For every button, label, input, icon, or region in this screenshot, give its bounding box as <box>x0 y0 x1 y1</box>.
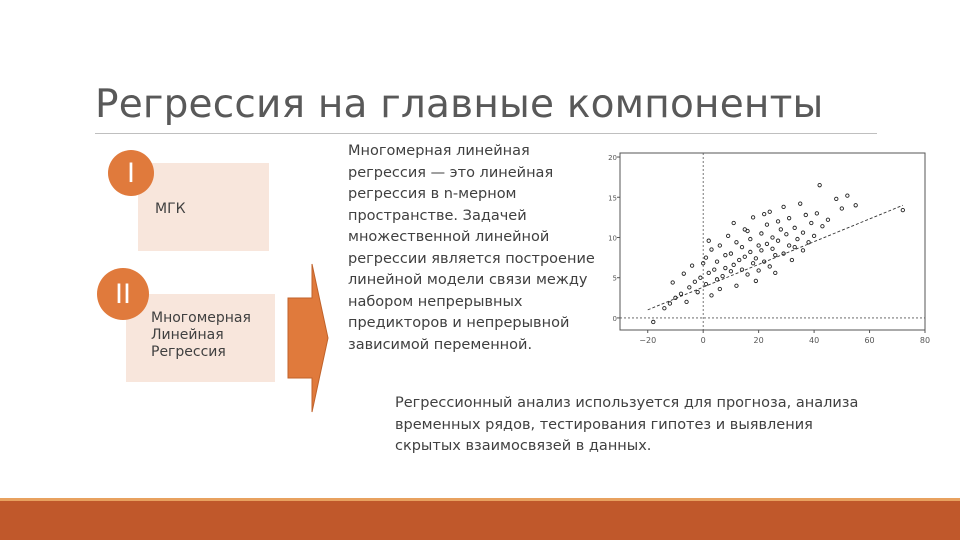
data-point <box>746 273 749 276</box>
data-point <box>749 250 752 253</box>
data-point <box>715 260 718 263</box>
data-point <box>774 271 777 274</box>
data-point <box>652 320 655 323</box>
y-tick-label: 0 <box>612 314 617 323</box>
data-point <box>743 255 746 258</box>
data-point <box>693 280 696 283</box>
data-point <box>663 307 666 310</box>
x-tick-label: 60 <box>864 336 875 345</box>
data-point <box>821 225 824 228</box>
data-point <box>732 221 735 224</box>
data-point <box>815 212 818 215</box>
data-point <box>735 241 738 244</box>
data-point <box>721 274 724 277</box>
data-points <box>652 183 905 323</box>
data-point <box>757 269 760 272</box>
data-point <box>696 290 699 293</box>
regression-description: Многомерная линейная регрессия — это линейная регрессия в n-мерном пространстве. Задачей множественной линейной регрессии является построение линейной модели связи между набором непрерывных предикторов и непрерывной зависимой переменной. <box>348 143 595 353</box>
data-point <box>754 279 757 282</box>
data-point <box>776 220 779 223</box>
data-point <box>751 262 754 265</box>
x-tick-label: 0 <box>700 336 706 345</box>
data-point <box>768 210 771 213</box>
step-number-badge-2: II <box>97 268 149 320</box>
data-point <box>799 202 802 205</box>
data-point <box>760 232 763 235</box>
data-point <box>685 300 688 303</box>
data-point <box>740 245 743 248</box>
chart-frame <box>620 153 925 330</box>
data-point <box>688 286 691 289</box>
trend-line <box>648 205 903 310</box>
data-point <box>760 249 763 252</box>
data-point <box>782 252 785 255</box>
x-tick-label: 80 <box>919 336 931 345</box>
data-point <box>765 223 768 226</box>
data-point <box>826 218 829 221</box>
data-point <box>715 278 718 281</box>
data-point <box>765 242 768 245</box>
data-point <box>699 276 702 279</box>
footer-bar <box>0 498 960 540</box>
data-point <box>810 221 813 224</box>
data-point <box>724 266 727 269</box>
data-point <box>771 236 774 239</box>
data-point <box>732 263 735 266</box>
y-tick-label: 15 <box>608 194 617 203</box>
y-tick-label: 20 <box>608 154 617 163</box>
data-point <box>707 239 710 242</box>
right-arrow-icon <box>286 262 332 414</box>
data-point <box>790 258 793 261</box>
data-point <box>690 264 693 267</box>
y-tick-label: 10 <box>608 234 617 243</box>
data-point <box>901 208 904 211</box>
data-point <box>682 272 685 275</box>
data-point <box>840 207 843 210</box>
title-divider <box>95 133 877 134</box>
data-point <box>774 253 777 256</box>
x-tick-label: 40 <box>808 336 820 345</box>
data-point <box>757 244 760 247</box>
data-point <box>726 234 729 237</box>
data-point <box>704 282 707 285</box>
data-point <box>801 231 804 234</box>
data-point <box>796 237 799 240</box>
y-axis-ticks <box>608 154 620 323</box>
y-tick-label: 5 <box>612 274 617 283</box>
data-point <box>718 287 721 290</box>
data-point <box>718 244 721 247</box>
step-number-badge-1: I <box>108 150 154 196</box>
step-label-2: Многомерная Линейная Регрессия <box>151 310 251 360</box>
data-point <box>746 229 749 232</box>
data-point <box>704 256 707 259</box>
data-point <box>710 294 713 297</box>
x-tick-label: −20 <box>639 336 657 345</box>
data-point <box>793 226 796 229</box>
data-point <box>754 257 757 260</box>
data-point <box>818 183 821 186</box>
data-point <box>713 268 716 271</box>
data-point <box>804 213 807 216</box>
data-point <box>835 197 838 200</box>
data-point <box>787 244 790 247</box>
data-point <box>787 216 790 219</box>
data-point <box>771 247 774 250</box>
x-axis-ticks <box>639 330 930 345</box>
x-tick-label: 20 <box>753 336 764 345</box>
data-point <box>749 237 752 240</box>
data-point <box>779 228 782 231</box>
step-label-1: МГК <box>155 201 186 217</box>
data-point <box>801 249 804 252</box>
data-point <box>679 292 682 295</box>
data-point <box>710 248 713 251</box>
data-point <box>793 245 796 248</box>
data-point <box>846 194 849 197</box>
data-point <box>724 253 727 256</box>
footer-accent-line <box>0 498 960 501</box>
data-point <box>776 239 779 242</box>
data-point <box>729 270 732 273</box>
data-point <box>751 216 754 219</box>
data-point <box>854 204 857 207</box>
reference-lines <box>620 153 925 330</box>
data-point <box>729 252 732 255</box>
data-point <box>735 284 738 287</box>
data-point <box>785 233 788 236</box>
data-point <box>807 241 810 244</box>
data-point <box>738 258 741 261</box>
scatter-chart <box>608 145 942 350</box>
regression-usage-note: Регрессионный анализ используется для прогноза, анализа временных рядов, тестирования гипотез и выявления скрытых взаимосвязей в данных. <box>395 395 859 454</box>
data-point <box>768 265 771 268</box>
trend-line-path <box>648 205 903 310</box>
data-point <box>707 271 710 274</box>
data-point <box>671 281 674 284</box>
data-point <box>762 212 765 215</box>
data-point <box>782 205 785 208</box>
data-point <box>812 234 815 237</box>
slide-title: Регрессия на главные компоненты <box>95 82 824 127</box>
data-point <box>668 302 671 305</box>
